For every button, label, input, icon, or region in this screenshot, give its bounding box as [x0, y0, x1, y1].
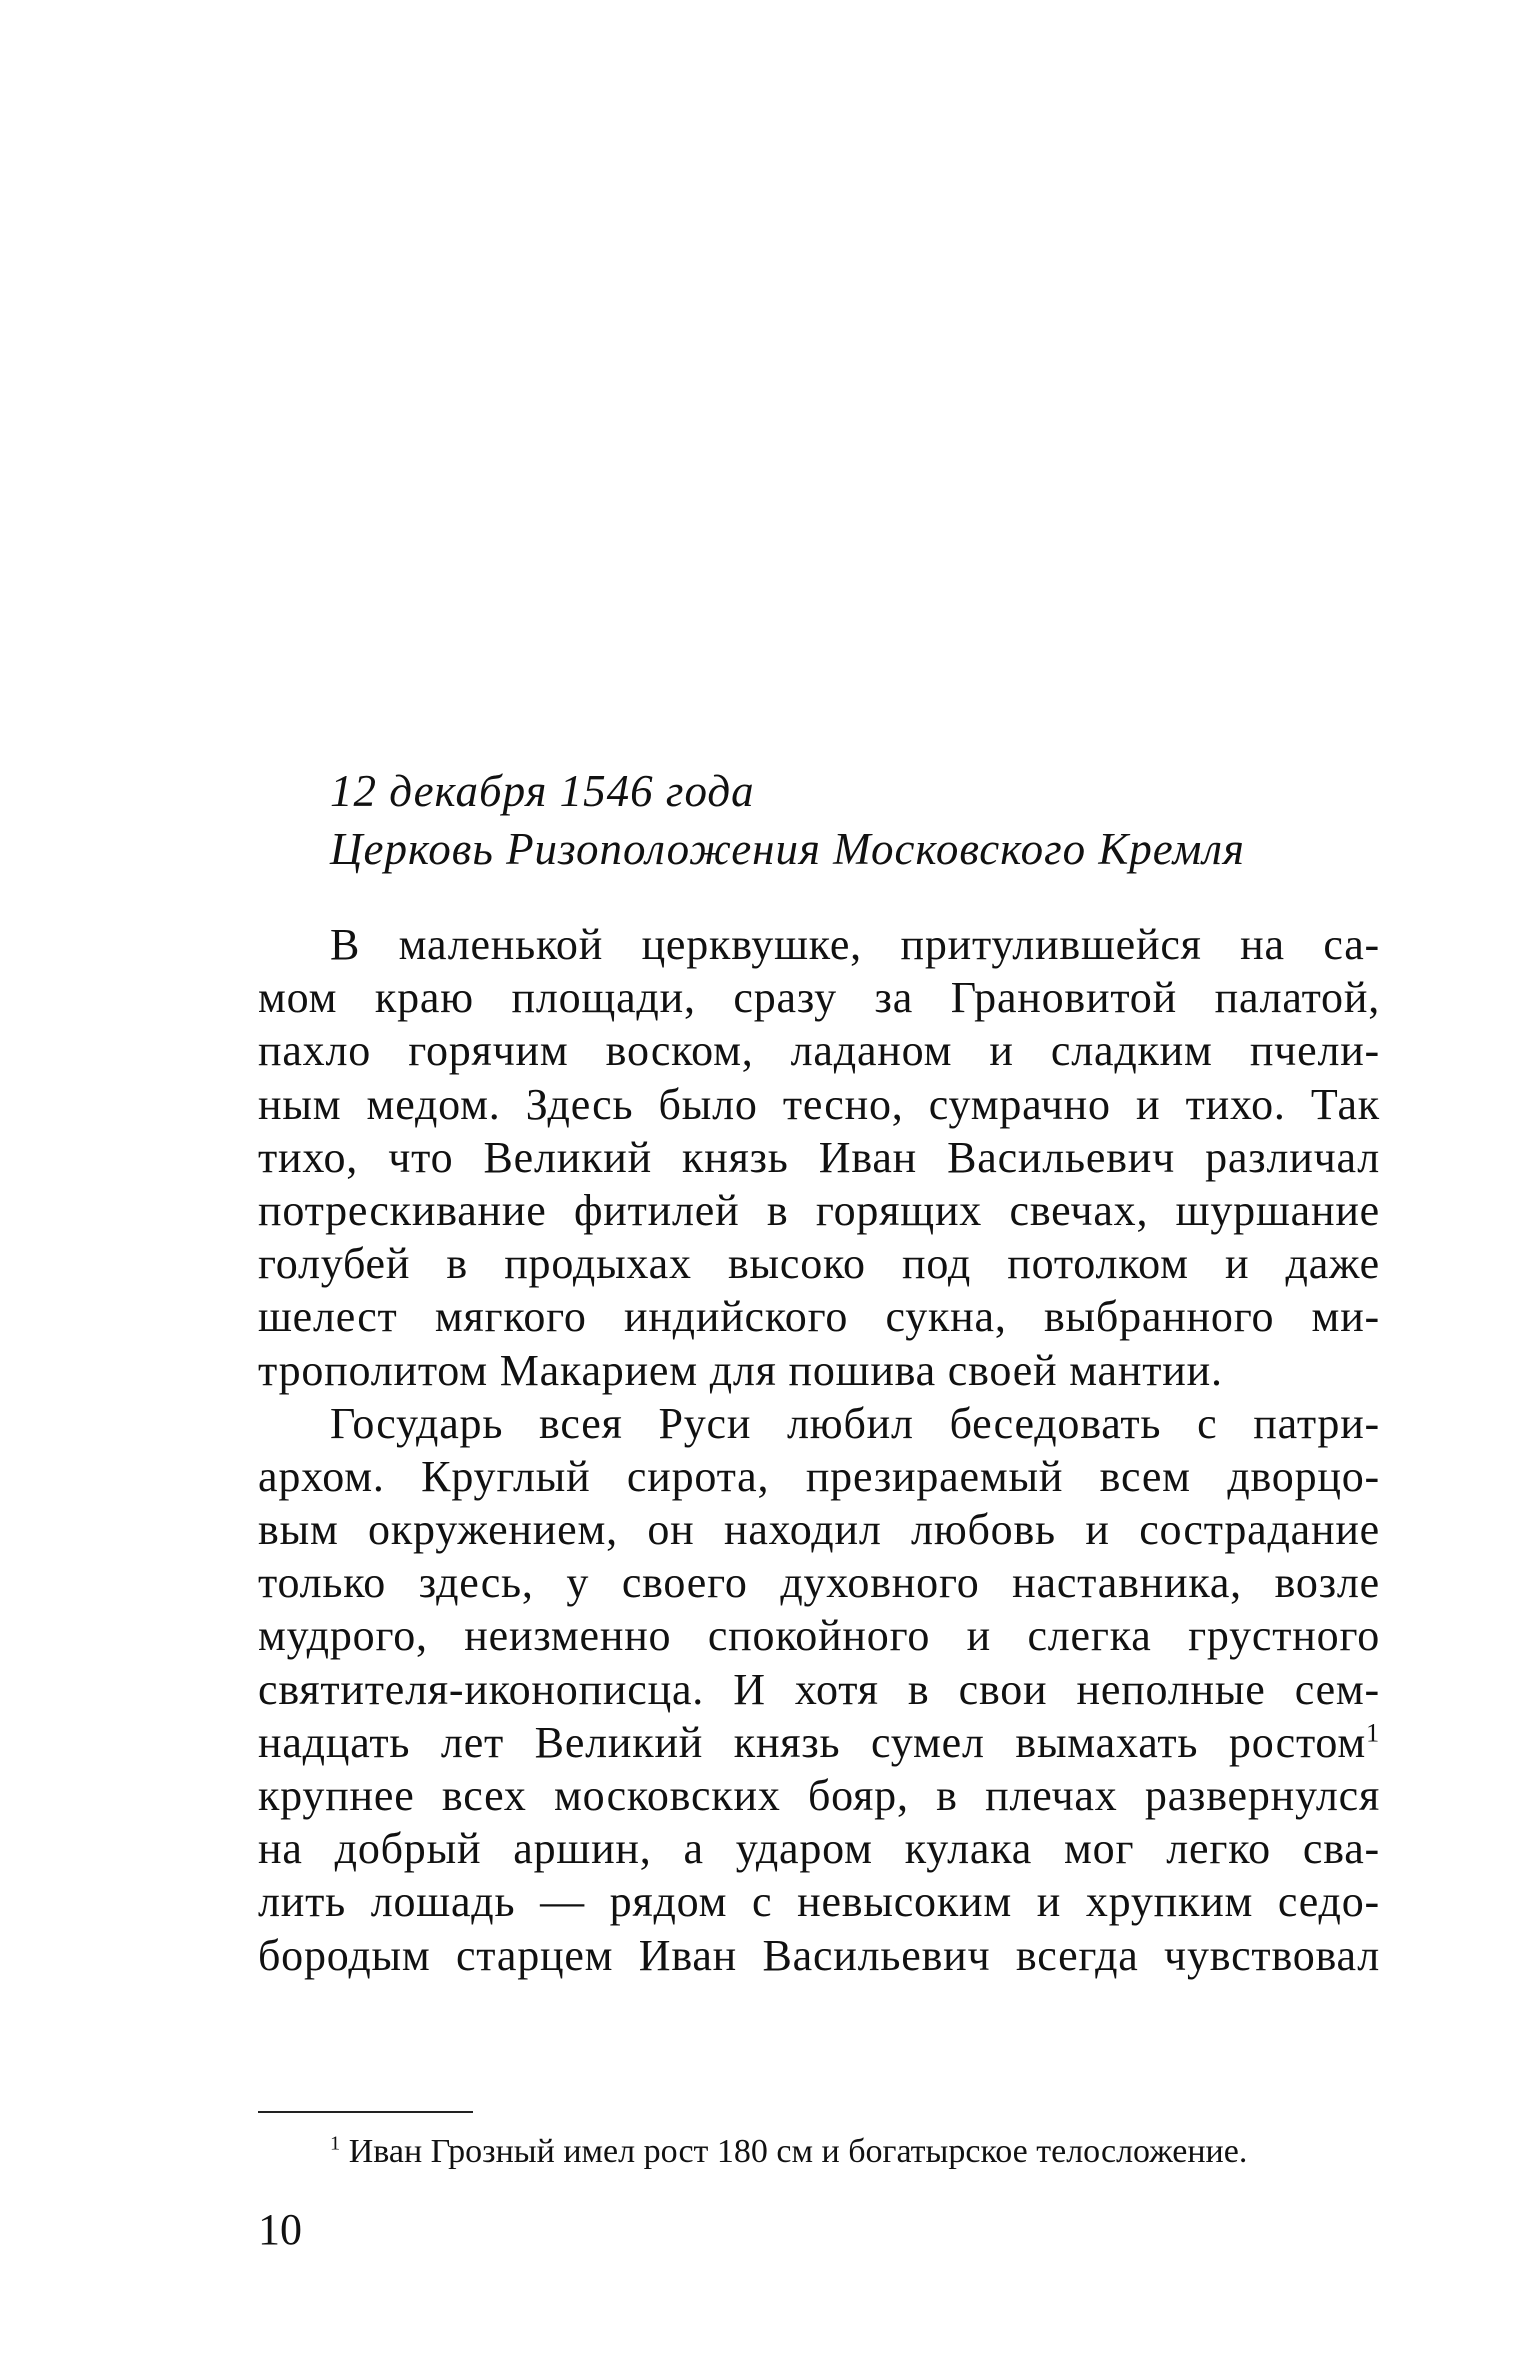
- footnote-reference: 1: [1366, 1717, 1380, 1748]
- text-line: лить лошадь — рядом с невысоким и хрупким седо-: [258, 1877, 1380, 1927]
- text-line: ным медом. Здесь было тесно, сумрачно и тихо. Так: [258, 1079, 1380, 1129]
- text-line: только здесь, у своего духовного наставника, возле: [258, 1558, 1380, 1608]
- text-line: шелест мягкого индийского сукна, выбранного ми-: [258, 1292, 1380, 1342]
- text-line: Государь всея Руси любил беседовать с патри-: [330, 1398, 1380, 1448]
- text-line: вым окружением, он находил любовь и сострадание: [258, 1505, 1380, 1555]
- footnote-separator: [258, 2111, 473, 2113]
- text-line-content: надцать лет Великий князь сумел вымахать ростом: [258, 1717, 1366, 1767]
- text-line: потрескивание фитилей в горящих свечах, шуршание: [258, 1185, 1380, 1235]
- text-line: крупнее всех московских бояр, в плечах развернулся: [258, 1771, 1380, 1820]
- header-date: 12 декабря 1546 года: [330, 766, 755, 816]
- text-line: трополитом Макарием для пошива своей мантии.: [258, 1345, 1223, 1395]
- header-location: Церковь Ризоположения Московского Кремля: [330, 824, 1245, 874]
- text-line: архом. Круглый сирота, презираемый всем дворцо-: [258, 1451, 1380, 1501]
- body-text: [258, 918, 1380, 1982]
- footnote-marker: 1: [330, 2132, 341, 2155]
- text-line: пахло горячим воском, ладаном и сладким пчели-: [258, 1026, 1380, 1076]
- text-line: мом краю площади, сразу за Грановитой палатой,: [258, 973, 1380, 1023]
- text-line: бородым старцем Иван Васильевич всегда чувствовал: [258, 1930, 1380, 1980]
- text-line: тихо, что Великий князь Иван Васильевич различал: [258, 1132, 1380, 1182]
- text-line: В маленькой церквушке, притулившейся на са-: [330, 920, 1380, 969]
- text-line-with-footnote: [258, 1716, 1380, 1769]
- text-line: святителя-иконописца. И хотя в свои неполные сем-: [258, 1664, 1380, 1714]
- page-number: 10: [258, 2205, 302, 2254]
- text-line: голубей в продыхах высоко под потолком и даже: [258, 1239, 1380, 1289]
- footnote: [330, 2131, 1390, 2173]
- chapter-header: [330, 762, 1380, 878]
- text-line: мудрого, неизменно спокойного и слегка грустного: [258, 1611, 1380, 1661]
- text-line: на добрый аршин, а ударом кулака мог легко сва-: [258, 1824, 1380, 1874]
- footnote-text: Иван Грозный имел рост 180 см и богатырское телосложение.: [348, 2133, 1248, 2170]
